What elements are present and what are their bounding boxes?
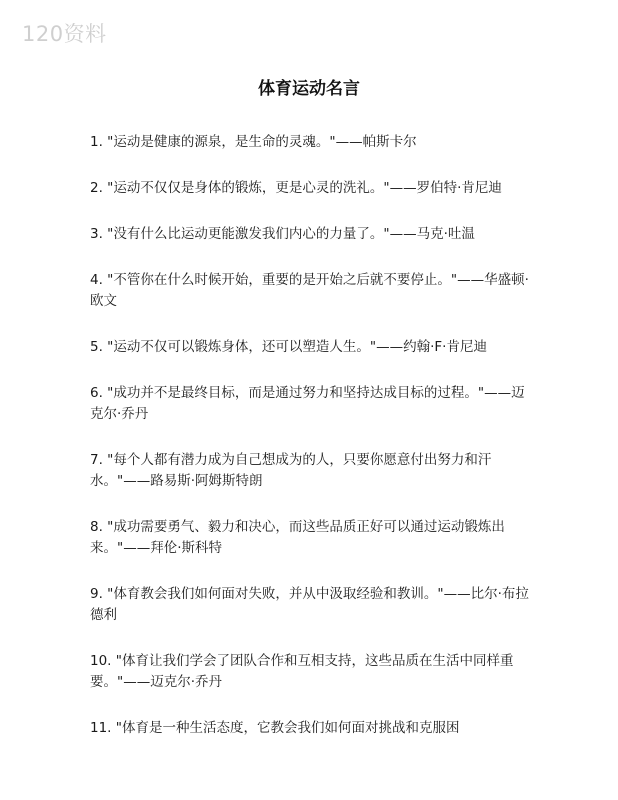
- quote-item: 8. "成功需要勇气、毅力和决心，而这些品质正好可以通过运动锻炼出来。"——拜伦·斯科特: [90, 519, 505, 556]
- quote-item: 10. "体育让我们学会了团队合作和互相支持，这些品质在生活中同样重要。"——迈克尔·乔丹: [90, 653, 514, 690]
- quote-item: 6. "成功并不是最终目标，而是通过努力和坚持达成目标的过程。"——迈克尔·乔丹: [90, 385, 525, 422]
- quote-item: 9. "体育教会我们如何面对失败，并从中汲取经验和教训。"——比尔·布拉德利: [90, 586, 529, 623]
- page-title: 体育运动名言: [258, 79, 360, 99]
- quote-item: 1. "运动是健康的源泉，是生命的灵魂。"——帕斯卡尔: [90, 134, 417, 150]
- quote-item: 3. "没有什么比运动更能激发我们内心的力量了。"——马克·吐温: [90, 226, 475, 242]
- quote-item: 2. "运动不仅仅是身体的锻炼，更是心灵的洗礼。"——罗伯特·肯尼迪: [90, 180, 502, 196]
- quote-item: 5. "运动不仅可以锻炼身体，还可以塑造人生。"——约翰·F·肯尼迪: [90, 339, 487, 355]
- quote-item: 4. "不管你在什么时候开始，重要的是开始之后就不要停止。"——华盛顿·欧文: [90, 272, 529, 309]
- quote-item: 7. "每个人都有潜力成为自己想成为的人，只要你愿意付出努力和汗水。"——路易斯·阿姆斯特朗: [90, 452, 492, 489]
- quote-item: 11. "体育是一种生活态度，它教会我们如何面对挑战和克服困: [90, 720, 460, 736]
- quote-list: [90, 132, 530, 764]
- watermark-logo: 120资料: [22, 22, 107, 46]
